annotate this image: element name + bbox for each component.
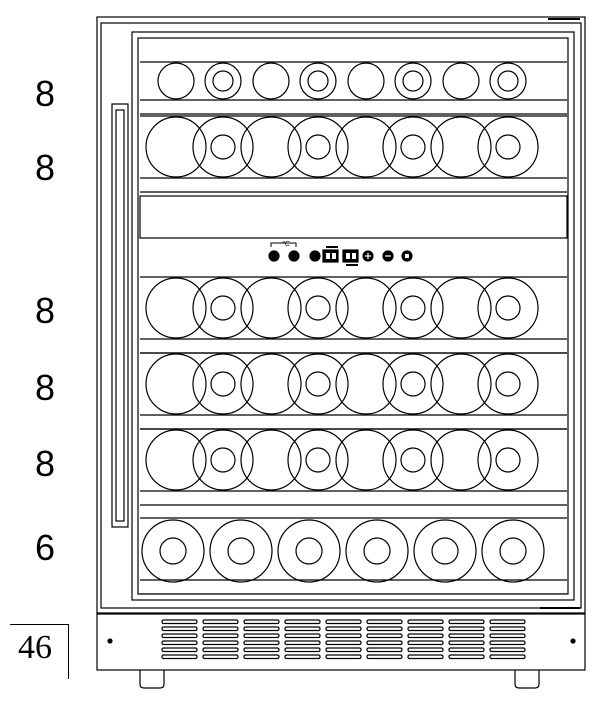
bottle-base: [241, 278, 301, 338]
bottle-shoulder: [383, 278, 443, 338]
vent-slot: [408, 634, 443, 638]
vent-slot: [326, 655, 361, 659]
vent-slot: [408, 648, 443, 652]
bottle-neck: [213, 71, 233, 91]
base-screw-right: [571, 639, 575, 643]
bottle-neck: [211, 296, 235, 320]
bottle-neck: [401, 135, 425, 159]
vent-slot: [367, 648, 402, 652]
bottle-base: [348, 63, 384, 99]
vent-slot: [326, 620, 361, 624]
bottle-shoulder: [490, 63, 526, 99]
vent-slot: [162, 648, 197, 652]
bottle-neck: [401, 448, 425, 472]
bottle-base: [443, 63, 479, 99]
bottle-base: [253, 63, 289, 99]
vent-slot: [449, 627, 484, 631]
vent-slot: [367, 641, 402, 645]
vent-slot: [326, 634, 361, 638]
shelf-count-1: 8: [34, 73, 56, 114]
svg-text:℃: ℃: [282, 240, 290, 248]
glass-panel-inner: [138, 38, 568, 594]
temp-unit-icon[interactable]: [269, 251, 279, 261]
bottle-base: [278, 520, 340, 582]
bottle-punt: [500, 538, 526, 564]
bottle-neck: [306, 296, 330, 320]
bottle-shoulder: [478, 117, 538, 177]
vent-slot: [490, 648, 525, 652]
cabinet-outline: [97, 17, 585, 613]
bottle-neck: [498, 71, 518, 91]
vent-slot: [285, 627, 320, 631]
vent-slot: [244, 627, 279, 631]
bottle-neck: [211, 135, 235, 159]
vent-slot: [162, 655, 197, 659]
vent-slot: [367, 634, 402, 638]
bottle-base: [142, 520, 204, 582]
vent-slot: [449, 655, 484, 659]
bottle-base: [241, 117, 301, 177]
vent-slot: [285, 620, 320, 624]
bottle-punt: [364, 538, 390, 564]
vent-slot: [490, 627, 525, 631]
vent-slot: [162, 634, 197, 638]
bottle-shoulder: [395, 63, 431, 99]
vent-slot: [408, 655, 443, 659]
bottle-shoulder: [478, 278, 538, 338]
bottle-shoulder: [383, 430, 443, 490]
bottle-neck: [401, 372, 425, 396]
bottle-base: [241, 354, 301, 414]
vent-slot: [408, 627, 443, 631]
vent-slot: [244, 641, 279, 645]
bottle-neck: [496, 448, 520, 472]
vent-slot: [285, 648, 320, 652]
bottle-shoulder: [288, 117, 348, 177]
shelf-count-4: 8: [34, 367, 56, 408]
bottle-base: [431, 278, 491, 338]
vent-slot: [449, 648, 484, 652]
vent-slot: [162, 641, 197, 645]
light-icon[interactable]: [289, 251, 299, 261]
bottle-shoulder: [193, 278, 253, 338]
vent-slot: [203, 634, 238, 638]
shelf-6: [140, 518, 567, 594]
bottle-shoulder: [205, 63, 241, 99]
bottle-base: [431, 354, 491, 414]
vent-slot: [408, 641, 443, 645]
bottle-shoulder: [300, 63, 336, 99]
bottle-neck: [306, 448, 330, 472]
door-handle-inner: [116, 110, 124, 521]
bottle-neck: [496, 296, 520, 320]
bottle-neck: [308, 71, 328, 91]
vent-slot: [203, 641, 238, 645]
bottle-neck: [403, 71, 423, 91]
vent-slot: [162, 620, 197, 624]
vent-slot: [449, 641, 484, 645]
vent-slot: [203, 648, 238, 652]
vent-slot: [367, 655, 402, 659]
vent-slot: [244, 634, 279, 638]
bottle-base: [210, 520, 272, 582]
vent-slot: [490, 620, 525, 624]
vent-slot: [326, 648, 361, 652]
bottle-neck: [496, 135, 520, 159]
shelf-count-2: 8: [34, 147, 56, 188]
shelf-count-5: 8: [34, 443, 56, 484]
base-screw-left: [108, 639, 112, 643]
bottle-punt: [160, 538, 186, 564]
vent-slot: [490, 634, 525, 638]
bottle-base: [241, 430, 301, 490]
right-foot: [515, 670, 539, 688]
shelves-group: [140, 62, 567, 594]
bottle-neck: [211, 448, 235, 472]
door-handle[interactable]: [112, 104, 128, 527]
bottle-shoulder: [288, 354, 348, 414]
bottle-neck: [306, 372, 330, 396]
shelf-3: [140, 277, 567, 353]
bottle-punt: [296, 538, 322, 564]
shelf-count-6: 6: [34, 527, 56, 568]
bottle-base: [482, 520, 544, 582]
ventilation-grille: [162, 620, 525, 659]
shelf-4: [140, 353, 567, 429]
bottle-base: [146, 354, 206, 414]
vent-slot: [203, 620, 238, 624]
left-foot: [140, 670, 164, 688]
bottle-shoulder: [383, 354, 443, 414]
shelf-2: [140, 116, 567, 192]
vent-slot: [490, 641, 525, 645]
bottle-punt: [228, 538, 254, 564]
bottle-base: [146, 117, 206, 177]
bottle-shoulder: [193, 117, 253, 177]
vent-slot: [285, 655, 320, 659]
total-bottles: 46: [18, 629, 52, 666]
power-icon[interactable]: [310, 251, 320, 261]
vent-slot: [367, 627, 402, 631]
vent-slot: [408, 620, 443, 624]
bottle-base: [414, 520, 476, 582]
vent-slot: [203, 627, 238, 631]
bottle-shoulder: [478, 430, 538, 490]
bottle-shoulder: [193, 430, 253, 490]
bottle-base: [158, 63, 194, 99]
vent-slot: [285, 634, 320, 638]
bottle-shoulder: [478, 354, 538, 414]
bottle-base: [336, 354, 396, 414]
bottle-base: [336, 117, 396, 177]
vent-slot: [449, 634, 484, 638]
vent-slot: [367, 620, 402, 624]
bottle-base: [146, 278, 206, 338]
vent-slot: [490, 655, 525, 659]
bottle-base: [431, 430, 491, 490]
control-panel: [269, 240, 412, 266]
vent-slot: [244, 655, 279, 659]
bottle-base: [346, 520, 408, 582]
middle-compartment: [140, 196, 567, 238]
vent-slot: [285, 641, 320, 645]
bottle-punt: [432, 538, 458, 564]
bottle-neck: [306, 135, 330, 159]
vent-slot: [203, 655, 238, 659]
bottle-shoulder: [288, 430, 348, 490]
bottle-neck: [211, 372, 235, 396]
vent-slot: [244, 648, 279, 652]
bottle-shoulder: [288, 278, 348, 338]
vent-slot: [162, 627, 197, 631]
base-plinth: [97, 614, 585, 670]
vent-slot: [326, 627, 361, 631]
vent-slot: [449, 620, 484, 624]
bottle-base: [431, 117, 491, 177]
vent-slot: [244, 620, 279, 624]
shelf-1: [140, 62, 567, 114]
bottle-neck: [401, 296, 425, 320]
bottle-neck: [496, 372, 520, 396]
vent-slot: [326, 641, 361, 645]
bottle-base: [146, 430, 206, 490]
bottle-shoulder: [193, 354, 253, 414]
shelf-5: [140, 429, 567, 505]
bottle-shoulder: [383, 117, 443, 177]
bottle-base: [336, 430, 396, 490]
bottle-base: [336, 278, 396, 338]
shelf-count-3: 8: [34, 290, 56, 331]
